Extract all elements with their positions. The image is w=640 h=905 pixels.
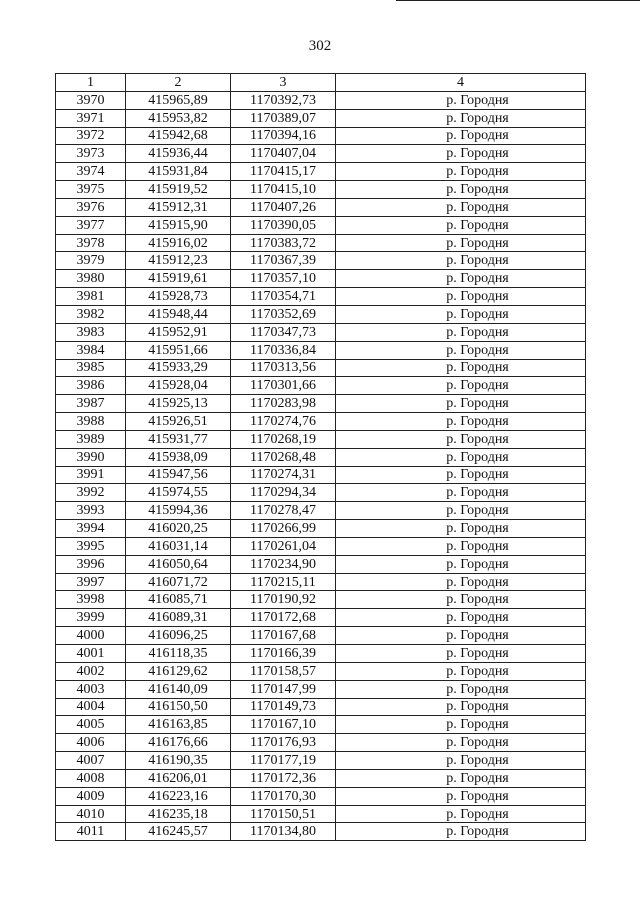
point-number-cell: 4004 — [56, 698, 126, 716]
description-cell: р. Городня — [336, 145, 586, 163]
table-row — [56, 645, 586, 663]
x-coordinate-cell: 415936,44 — [126, 145, 231, 163]
table-row — [56, 680, 586, 698]
x-coordinate-cell: 416089,31 — [126, 609, 231, 627]
y-coordinate-cell: 1170172,68 — [231, 609, 336, 627]
y-coordinate-cell: 1170283,98 — [231, 395, 336, 413]
point-number-cell: 3977 — [56, 216, 126, 234]
point-number-cell: 3986 — [56, 377, 126, 395]
description-cell: р. Городня — [336, 377, 586, 395]
table-row — [56, 395, 586, 413]
x-coordinate-cell: 415942,68 — [126, 127, 231, 145]
description-cell: р. Городня — [336, 448, 586, 466]
description-cell: р. Городня — [336, 216, 586, 234]
y-coordinate-cell: 1170313,56 — [231, 359, 336, 377]
table-body — [56, 91, 586, 840]
point-number-cell: 4000 — [56, 627, 126, 645]
y-coordinate-cell: 1170147,99 — [231, 680, 336, 698]
table-row — [56, 341, 586, 359]
y-coordinate-cell: 1170336,84 — [231, 341, 336, 359]
y-coordinate-cell: 1170354,71 — [231, 288, 336, 306]
y-coordinate-cell: 1170177,19 — [231, 752, 336, 770]
y-coordinate-cell: 1170170,30 — [231, 787, 336, 805]
table-row — [56, 609, 586, 627]
description-cell: р. Городня — [336, 609, 586, 627]
description-cell: р. Городня — [336, 627, 586, 645]
table-row — [56, 627, 586, 645]
table-row — [56, 466, 586, 484]
description-cell: р. Городня — [336, 341, 586, 359]
x-coordinate-cell: 416140,09 — [126, 680, 231, 698]
description-cell: р. Городня — [336, 91, 586, 109]
table-row — [56, 181, 586, 199]
table-row — [56, 734, 586, 752]
table-header — [56, 74, 586, 92]
x-coordinate-cell: 416150,50 — [126, 698, 231, 716]
y-coordinate-cell: 1170266,99 — [231, 520, 336, 538]
table-row — [56, 163, 586, 181]
description-cell: р. Городня — [336, 234, 586, 252]
y-coordinate-cell: 1170278,47 — [231, 502, 336, 520]
y-coordinate-cell: 1170383,72 — [231, 234, 336, 252]
table-row — [56, 270, 586, 288]
table-row — [56, 769, 586, 787]
top-rule — [396, 0, 640, 1]
page-number: 302 — [308, 38, 332, 54]
table-row — [56, 252, 586, 270]
point-number-cell: 3976 — [56, 198, 126, 216]
y-coordinate-cell: 1170158,57 — [231, 662, 336, 680]
x-coordinate-cell: 416206,01 — [126, 769, 231, 787]
table-row — [56, 484, 586, 502]
x-coordinate-cell: 416163,85 — [126, 716, 231, 734]
table-row — [56, 520, 586, 538]
description-cell: р. Городня — [336, 127, 586, 145]
point-number-cell: 3970 — [56, 91, 126, 109]
y-coordinate-cell: 1170215,11 — [231, 573, 336, 591]
point-number-cell: 4009 — [56, 787, 126, 805]
x-coordinate-cell: 415994,36 — [126, 502, 231, 520]
point-number-cell: 3975 — [56, 181, 126, 199]
point-number-cell: 3990 — [56, 448, 126, 466]
y-coordinate-cell: 1170390,05 — [231, 216, 336, 234]
point-number-cell: 3978 — [56, 234, 126, 252]
description-cell: р. Городня — [336, 698, 586, 716]
y-coordinate-cell: 1170176,93 — [231, 734, 336, 752]
x-coordinate-cell: 416235,18 — [126, 805, 231, 823]
y-coordinate-cell: 1170407,04 — [231, 145, 336, 163]
description-cell: р. Городня — [336, 323, 586, 341]
y-coordinate-cell: 1170190,92 — [231, 591, 336, 609]
x-coordinate-cell: 415948,44 — [126, 305, 231, 323]
description-cell: р. Городня — [336, 734, 586, 752]
table-row — [56, 537, 586, 555]
x-coordinate-cell: 415951,66 — [126, 341, 231, 359]
x-coordinate-cell: 415916,02 — [126, 234, 231, 252]
x-coordinate-cell: 416050,64 — [126, 555, 231, 573]
description-cell: р. Городня — [336, 466, 586, 484]
description-cell: р. Городня — [336, 163, 586, 181]
x-coordinate-cell: 415938,09 — [126, 448, 231, 466]
table-row — [56, 573, 586, 591]
table-row — [56, 127, 586, 145]
point-number-cell: 3984 — [56, 341, 126, 359]
y-coordinate-cell: 1170268,48 — [231, 448, 336, 466]
x-coordinate-cell: 415915,90 — [126, 216, 231, 234]
table-row — [56, 662, 586, 680]
y-coordinate-cell: 1170261,04 — [231, 537, 336, 555]
description-cell: р. Городня — [336, 359, 586, 377]
y-coordinate-cell: 1170415,17 — [231, 163, 336, 181]
point-number-cell: 3991 — [56, 466, 126, 484]
x-coordinate-cell: 416245,57 — [126, 823, 231, 841]
point-number-cell: 3971 — [56, 109, 126, 127]
point-number-cell: 4008 — [56, 769, 126, 787]
y-coordinate-cell: 1170301,66 — [231, 377, 336, 395]
description-cell: р. Городня — [336, 537, 586, 555]
table-row — [56, 288, 586, 306]
description-cell: р. Городня — [336, 591, 586, 609]
table-row — [56, 823, 586, 841]
y-coordinate-cell: 1170150,51 — [231, 805, 336, 823]
y-coordinate-cell: 1170268,19 — [231, 430, 336, 448]
x-coordinate-cell: 415926,51 — [126, 413, 231, 431]
x-coordinate-cell: 415933,29 — [126, 359, 231, 377]
table-row — [56, 448, 586, 466]
table-row — [56, 502, 586, 520]
point-number-cell: 3995 — [56, 537, 126, 555]
point-number-cell: 3985 — [56, 359, 126, 377]
table-row — [56, 413, 586, 431]
description-cell: р. Городня — [336, 181, 586, 199]
coordinates-table — [55, 73, 586, 841]
table-row — [56, 323, 586, 341]
table-row — [56, 805, 586, 823]
y-coordinate-cell: 1170167,68 — [231, 627, 336, 645]
point-number-cell: 3999 — [56, 609, 126, 627]
description-cell: р. Городня — [336, 109, 586, 127]
table-row — [56, 198, 586, 216]
table-row — [56, 305, 586, 323]
header-col-3: 3 — [231, 74, 336, 92]
point-number-cell: 4002 — [56, 662, 126, 680]
x-coordinate-cell: 415952,91 — [126, 323, 231, 341]
x-coordinate-cell: 415931,77 — [126, 430, 231, 448]
y-coordinate-cell: 1170166,39 — [231, 645, 336, 663]
table-row — [56, 716, 586, 734]
description-cell: р. Городня — [336, 305, 586, 323]
table-row — [56, 145, 586, 163]
y-coordinate-cell: 1170234,90 — [231, 555, 336, 573]
point-number-cell: 3972 — [56, 127, 126, 145]
x-coordinate-cell: 415919,52 — [126, 181, 231, 199]
y-coordinate-cell: 1170392,73 — [231, 91, 336, 109]
table-row — [56, 91, 586, 109]
y-coordinate-cell: 1170394,16 — [231, 127, 336, 145]
table-row — [56, 109, 586, 127]
point-number-cell: 3997 — [56, 573, 126, 591]
description-cell: р. Городня — [336, 198, 586, 216]
header-col-1: 1 — [56, 74, 126, 92]
x-coordinate-cell: 415931,84 — [126, 163, 231, 181]
x-coordinate-cell: 416118,35 — [126, 645, 231, 663]
description-cell: р. Городня — [336, 520, 586, 538]
description-cell: р. Городня — [336, 555, 586, 573]
point-number-cell: 3980 — [56, 270, 126, 288]
description-cell: р. Городня — [336, 252, 586, 270]
x-coordinate-cell: 415947,56 — [126, 466, 231, 484]
x-coordinate-cell: 416176,66 — [126, 734, 231, 752]
x-coordinate-cell: 415928,73 — [126, 288, 231, 306]
description-cell: р. Городня — [336, 502, 586, 520]
point-number-cell: 4011 — [56, 823, 126, 841]
description-cell: р. Городня — [336, 270, 586, 288]
y-coordinate-cell: 1170294,34 — [231, 484, 336, 502]
y-coordinate-cell: 1170167,10 — [231, 716, 336, 734]
point-number-cell: 4005 — [56, 716, 126, 734]
point-number-cell: 3988 — [56, 413, 126, 431]
x-coordinate-cell: 416096,25 — [126, 627, 231, 645]
description-cell: р. Городня — [336, 805, 586, 823]
point-number-cell: 4001 — [56, 645, 126, 663]
x-coordinate-cell: 416031,14 — [126, 537, 231, 555]
point-number-cell: 3983 — [56, 323, 126, 341]
table-row — [56, 698, 586, 716]
description-cell: р. Городня — [336, 680, 586, 698]
point-number-cell: 4006 — [56, 734, 126, 752]
y-coordinate-cell: 1170415,10 — [231, 181, 336, 199]
point-number-cell: 3973 — [56, 145, 126, 163]
x-coordinate-cell: 416071,72 — [126, 573, 231, 591]
point-number-cell: 3993 — [56, 502, 126, 520]
table-row — [56, 787, 586, 805]
y-coordinate-cell: 1170274,76 — [231, 413, 336, 431]
description-cell: р. Городня — [336, 787, 586, 805]
x-coordinate-cell: 415919,61 — [126, 270, 231, 288]
point-number-cell: 4007 — [56, 752, 126, 770]
y-coordinate-cell: 1170149,73 — [231, 698, 336, 716]
description-cell: р. Городня — [336, 769, 586, 787]
x-coordinate-cell: 415974,55 — [126, 484, 231, 502]
table-row — [56, 377, 586, 395]
description-cell: р. Городня — [336, 288, 586, 306]
x-coordinate-cell: 416085,71 — [126, 591, 231, 609]
table-row — [56, 555, 586, 573]
header-col-2: 2 — [126, 74, 231, 92]
description-cell: р. Городня — [336, 395, 586, 413]
header-row — [56, 74, 586, 92]
description-cell: р. Городня — [336, 823, 586, 841]
description-cell: р. Городня — [336, 484, 586, 502]
point-number-cell: 3982 — [56, 305, 126, 323]
point-number-cell: 3996 — [56, 555, 126, 573]
description-cell: р. Городня — [336, 573, 586, 591]
point-number-cell: 3989 — [56, 430, 126, 448]
x-coordinate-cell: 416020,25 — [126, 520, 231, 538]
table-row — [56, 359, 586, 377]
point-number-cell: 3998 — [56, 591, 126, 609]
x-coordinate-cell: 415912,31 — [126, 198, 231, 216]
y-coordinate-cell: 1170367,39 — [231, 252, 336, 270]
x-coordinate-cell: 416223,16 — [126, 787, 231, 805]
table-row — [56, 234, 586, 252]
point-number-cell: 3981 — [56, 288, 126, 306]
point-number-cell: 4010 — [56, 805, 126, 823]
table-row — [56, 591, 586, 609]
description-cell: р. Городня — [336, 662, 586, 680]
y-coordinate-cell: 1170389,07 — [231, 109, 336, 127]
description-cell: р. Городня — [336, 752, 586, 770]
description-cell: р. Городня — [336, 430, 586, 448]
x-coordinate-cell: 415953,82 — [126, 109, 231, 127]
y-coordinate-cell: 1170352,69 — [231, 305, 336, 323]
x-coordinate-cell: 415912,23 — [126, 252, 231, 270]
point-number-cell: 3979 — [56, 252, 126, 270]
header-col-4: 4 — [336, 74, 586, 92]
y-coordinate-cell: 1170347,73 — [231, 323, 336, 341]
y-coordinate-cell: 1170407,26 — [231, 198, 336, 216]
y-coordinate-cell: 1170172,36 — [231, 769, 336, 787]
description-cell: р. Городня — [336, 716, 586, 734]
description-cell: р. Городня — [336, 645, 586, 663]
point-number-cell: 3994 — [56, 520, 126, 538]
point-number-cell: 3992 — [56, 484, 126, 502]
x-coordinate-cell: 415965,89 — [126, 91, 231, 109]
x-coordinate-cell: 416129,62 — [126, 662, 231, 680]
y-coordinate-cell: 1170134,80 — [231, 823, 336, 841]
y-coordinate-cell: 1170357,10 — [231, 270, 336, 288]
point-number-cell: 3987 — [56, 395, 126, 413]
table-row — [56, 752, 586, 770]
x-coordinate-cell: 415928,04 — [126, 377, 231, 395]
table-row — [56, 430, 586, 448]
x-coordinate-cell: 416190,35 — [126, 752, 231, 770]
y-coordinate-cell: 1170274,31 — [231, 466, 336, 484]
point-number-cell: 4003 — [56, 680, 126, 698]
x-coordinate-cell: 415925,13 — [126, 395, 231, 413]
description-cell: р. Городня — [336, 413, 586, 431]
point-number-cell: 3974 — [56, 163, 126, 181]
table-row — [56, 216, 586, 234]
